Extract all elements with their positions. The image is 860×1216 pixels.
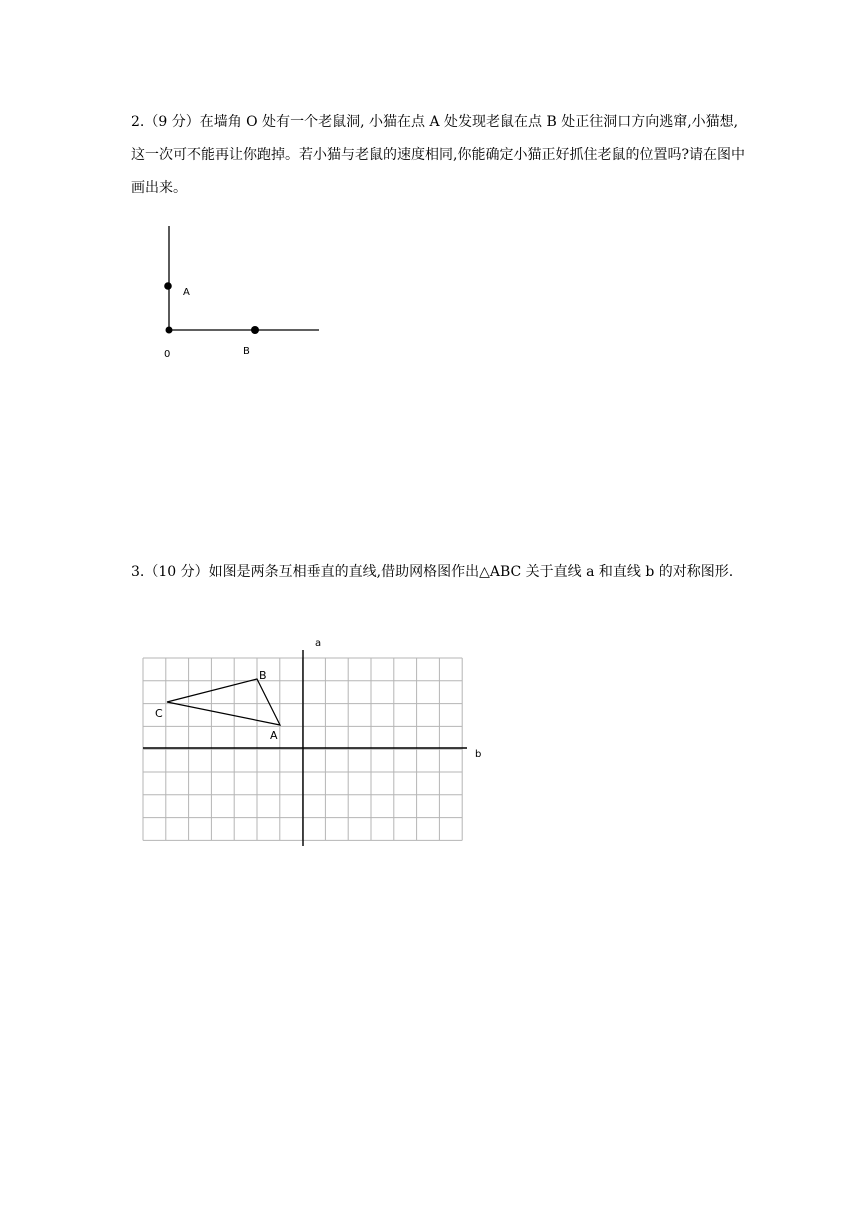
point-o-dot bbox=[166, 327, 173, 334]
triangle-abc bbox=[167, 679, 280, 725]
label-vertex-b: B bbox=[259, 669, 267, 682]
point-a-dot bbox=[164, 282, 172, 290]
label-vertex-a: A bbox=[270, 729, 278, 742]
label-a: A bbox=[183, 287, 190, 298]
question-2-text: 2.（9 分）在墙角 O 处有一个老鼠洞, 小猫在点 A 处发现老鼠在点 B 处正往洞口方向逃窜,小猫想,这一次可不能再让你跑掉。若小猫与老鼠的速度相同,你能确定小猫正好抓住老鼠的位置吗?请在图中画出来。 bbox=[131, 114, 745, 196]
label-o: 0 bbox=[164, 349, 171, 360]
label-b: B bbox=[243, 346, 250, 357]
point-b-dot bbox=[251, 326, 259, 334]
question-3-figure bbox=[135, 632, 495, 852]
question-2-figure bbox=[150, 220, 330, 370]
label-line-b: b bbox=[475, 749, 482, 760]
label-vertex-c: C bbox=[155, 707, 163, 720]
label-line-a: a bbox=[315, 638, 322, 649]
question-3-text: 3.（10 分）如图是两条互相垂直的直线,借助网格图作出△ABC 关于直线 a 和直线 b 的对称图形. bbox=[131, 564, 734, 580]
